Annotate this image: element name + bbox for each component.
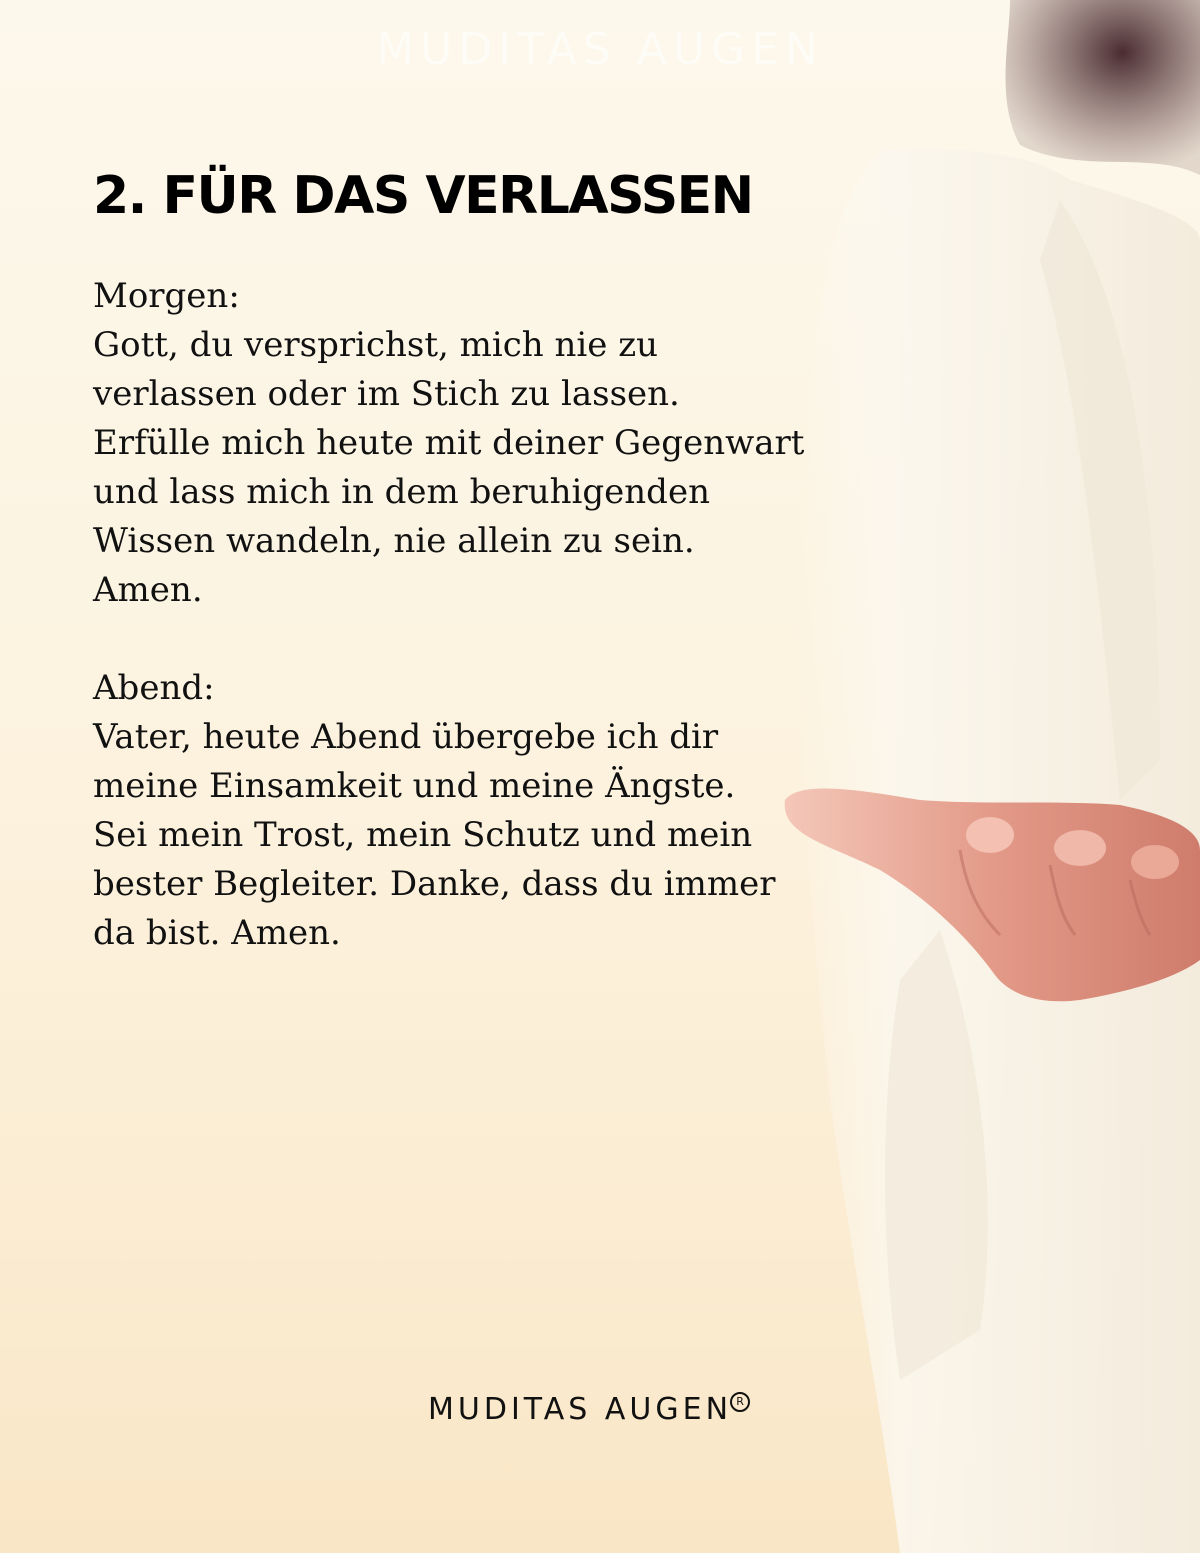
evening-prayer [93,664,833,958]
morning-line: verlassen oder im Stich zu lassen. [93,374,680,414]
brand-watermark: MUDITAS AUGEN [376,24,824,75]
evening-line: Vater, heute Abend übergebe ich dir [93,717,719,757]
registered-trademark-icon: R [730,1392,750,1412]
evening-line: bester Begleiter. Danke, dass du immer [93,864,776,904]
evening-line: Sei mein Trost, mein Schutz und mein [93,815,753,855]
footer-brand [428,1392,750,1427]
morning-line: Erfülle mich heute mit deiner Gegenwart [93,423,805,463]
page-title: 2. FÜR DAS VERLASSEN [93,166,753,226]
morning-line: und lass mich in dem beruhigenden [93,472,710,512]
evening-label: Abend: [93,668,215,708]
evening-line: meine Einsamkeit und meine Ängste. [93,766,736,806]
morning-label: Morgen: [93,276,240,316]
morning-prayer [93,272,833,615]
morning-line: Gott, du versprichst, mich nie zu [93,325,659,365]
brand-name: MUDITAS AUGEN [428,1392,733,1427]
morning-line: Amen. [93,570,203,610]
morning-line: Wissen wandeln, nie allein zu sein. [93,521,695,561]
evening-line: da bist. Amen. [93,913,341,953]
